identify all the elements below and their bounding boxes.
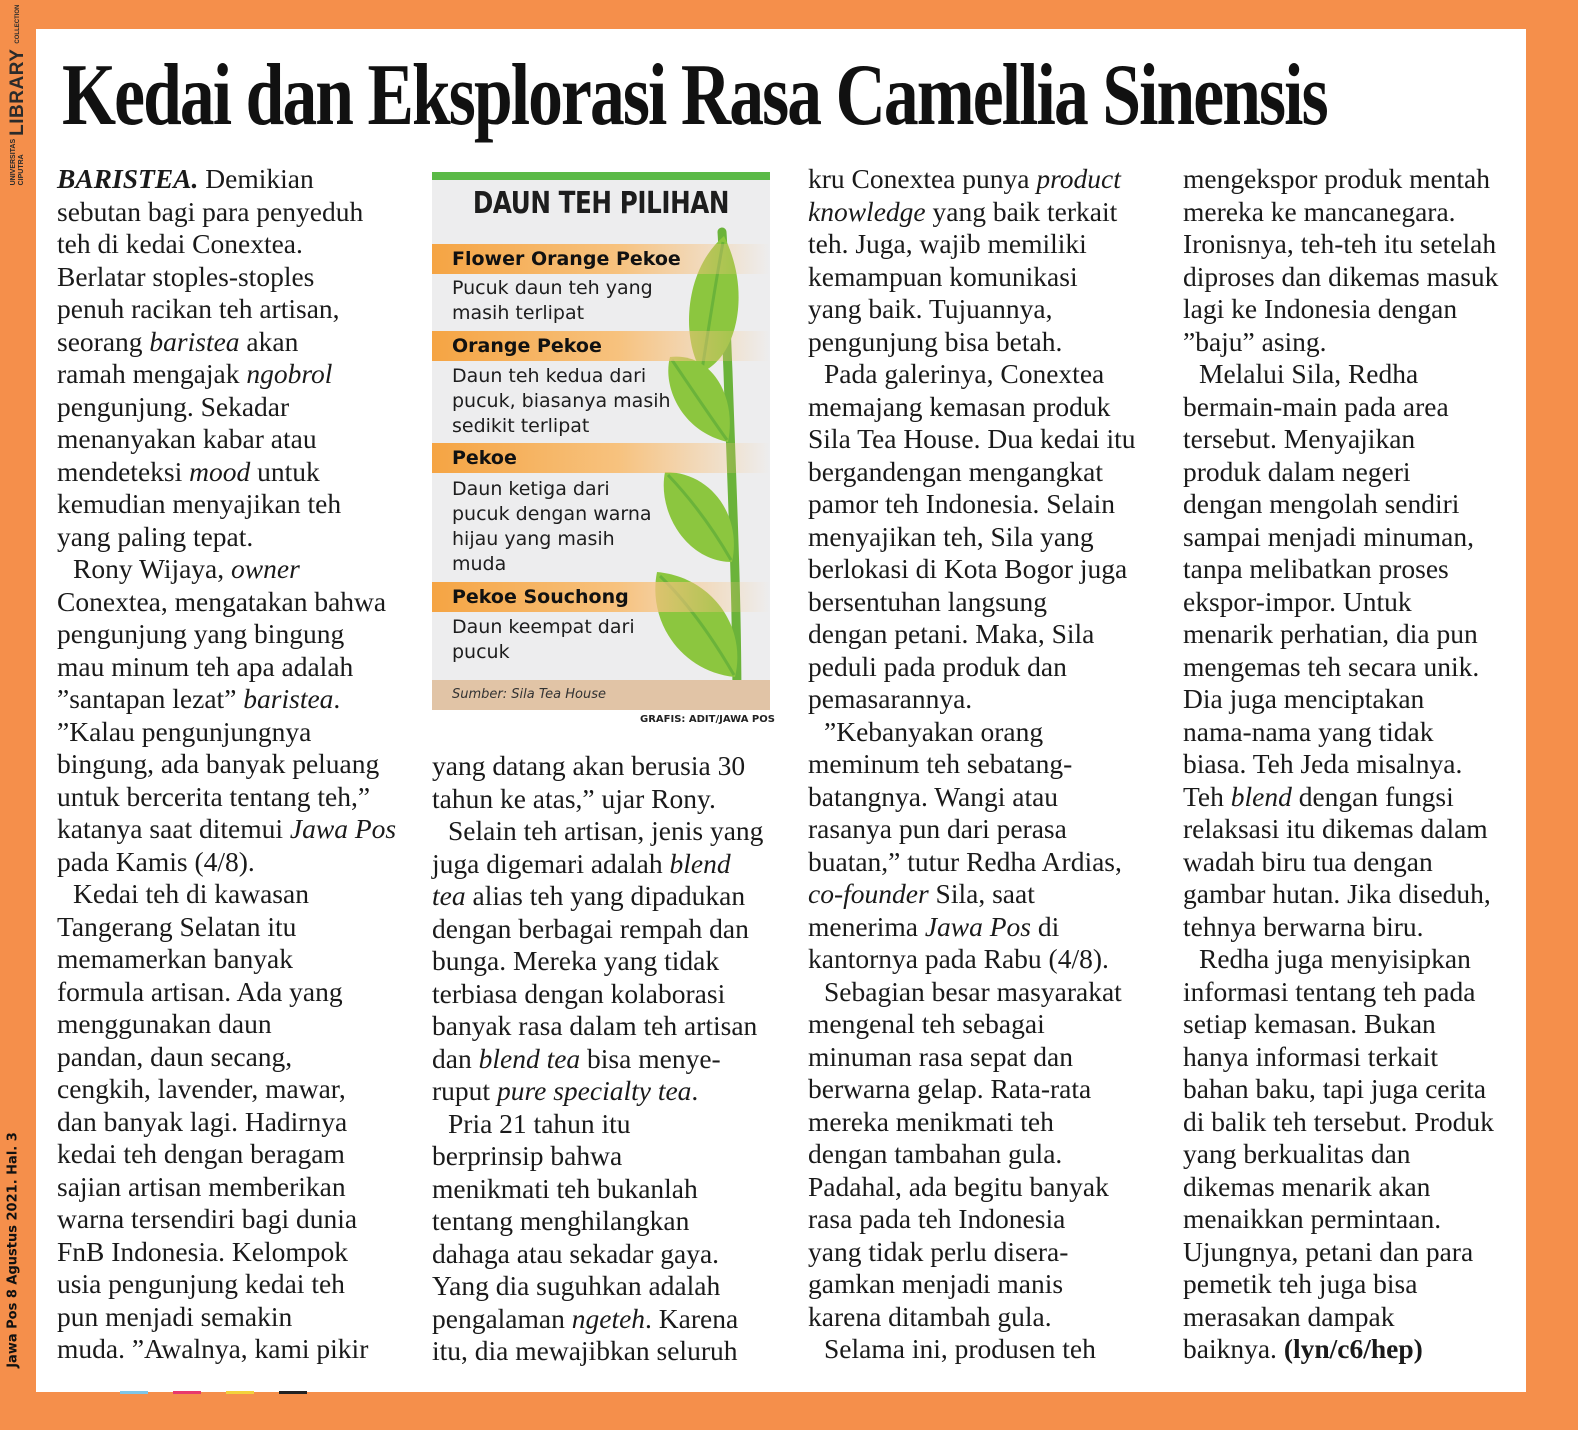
article-line: kemudian menyajikan teh xyxy=(57,488,342,519)
article-line: hanya informasi terkait xyxy=(1183,1040,1439,1072)
article-line: baiknya. (lyn/c6/hep) xyxy=(1183,1333,1423,1364)
article-line: pemetik teh juga bisa xyxy=(1183,1268,1418,1299)
tea-leaf-infographic xyxy=(432,172,770,710)
leaf-grade-1-name: Flower Orange Pekoe xyxy=(432,244,770,274)
article-line: merasakan dampak xyxy=(1183,1300,1395,1332)
leaf-grade-4-desc: Daun keempat dari pucuk xyxy=(452,616,635,663)
article-line: Sebagian besar masyarakat xyxy=(824,975,1122,1007)
article-line: rasanya pun dari perasa xyxy=(808,813,1067,844)
article-line: Selain teh artisan, jenis yang xyxy=(448,815,764,846)
color-swatch xyxy=(120,1391,148,1394)
article-line: yang paling tepat. xyxy=(57,520,254,552)
leaf-grade-1-desc: Pucuk daun teh yang masih terlipat xyxy=(452,277,653,324)
article-line: sampai menjadi minuman, xyxy=(1183,520,1474,552)
article-line: produk dalam negeri xyxy=(1183,455,1411,487)
article-line: penuh racikan teh artisan, xyxy=(57,293,340,324)
article-line: tehnya berwarna biru. xyxy=(1183,910,1424,942)
article-line: memamerkan banyak xyxy=(57,943,293,974)
infographic-source: Sumber: Sila Tea House xyxy=(432,680,770,710)
headline: Kedai dan Eksplorasi Rasa Camellia Sinensis xyxy=(62,47,1327,144)
article-line: katanya saat ditemui Jawa Pos xyxy=(57,813,397,844)
article-line: rasa pada teh Indonesia xyxy=(808,1203,1066,1234)
article-line: bunga. Mereka yang tidak xyxy=(432,945,720,976)
article-line: Dia juga menciptakan xyxy=(1183,683,1425,714)
article-line: menaikkan permintaan. xyxy=(1183,1203,1442,1234)
article-line: berprinsip bahwa xyxy=(432,1140,623,1171)
article-line: Kedai teh di kawasan xyxy=(73,878,309,909)
article-line: yang tidak perlu disera- xyxy=(808,1235,1069,1267)
article-line: cengkih, lavender, mawar, xyxy=(57,1073,346,1104)
article-line: mengekspor produk mentah xyxy=(1183,163,1491,194)
article-line: tentang menghilangkan xyxy=(432,1205,690,1236)
article-line: Rony Wijaya, owner xyxy=(73,553,300,584)
article-line: itu, dia mewajibkan seluruh xyxy=(432,1335,738,1366)
article-line: dengan mengolah sendiri xyxy=(1183,488,1460,519)
article-line: ”Kebanyakan orang xyxy=(824,715,1044,747)
article-line: juga digemari adalah blend xyxy=(432,847,731,879)
article-line: knowledge yang baik terkait xyxy=(808,195,1118,227)
article-line: memajang kemasan produk xyxy=(808,390,1111,422)
article-line: pamor teh Indonesia. Selain xyxy=(808,488,1115,519)
color-swatch xyxy=(279,1391,307,1394)
article-line: teh. Juga, wajib memiliki xyxy=(808,228,1087,259)
article-line: gambar hutan. Jika diseduh, xyxy=(1183,878,1491,909)
article-line: Ironisnya, teh-teh itu setelah xyxy=(1183,228,1497,259)
article-line: pun menjadi semakin xyxy=(57,1300,293,1332)
article-line: pandan, daun secang, xyxy=(57,1040,293,1072)
article-line: mereka menikmati teh xyxy=(808,1105,1054,1137)
article-line: Sila Tea House. Dua kedai itu xyxy=(808,423,1136,454)
article-line: banyak rasa dalam teh artisan xyxy=(432,1010,758,1041)
article-line: mau minum teh apa adalah xyxy=(57,650,354,682)
article-line: pengunjung yang bingung xyxy=(57,618,345,649)
source-caption: Jawa Pos 8 Agustus 2021. Hal. 3 xyxy=(5,1132,21,1368)
article-line: tahun ke atas,” ujar Rony. xyxy=(432,782,716,814)
article-line: mereka ke mancanegara. xyxy=(1183,195,1456,227)
article-line: tersebut. Menyajikan xyxy=(1183,423,1416,454)
article-line: diproses dan dikemas masuk xyxy=(1183,260,1499,292)
article-line: kemampuan komunikasi xyxy=(808,260,1078,292)
article-line: dengan petani. Maka, Sila xyxy=(808,618,1095,649)
article-line: terbiasa dengan kolaborasi xyxy=(432,977,726,1009)
article-line: gamkan menjadi manis xyxy=(808,1268,1064,1299)
article-line: pengunjung bisa betah. xyxy=(808,325,1063,357)
article-line: di balik teh tersebut. Produk xyxy=(1183,1105,1494,1137)
article-line: batangnya. Wangi atau xyxy=(808,780,1059,812)
article-line: menyajikan teh, Sila yang xyxy=(808,520,1094,552)
article-line: Yang dia suguhkan adalah xyxy=(432,1270,721,1301)
article-line: dan blend tea bisa menye- xyxy=(432,1042,721,1074)
article-line: dengan tambahan gula. xyxy=(808,1138,1063,1169)
article-line: yang datang akan berusia 30 xyxy=(432,750,746,781)
color-swatch xyxy=(173,1391,201,1394)
article-line: berlokasi di Kota Bogor juga xyxy=(808,553,1128,584)
article-line: dikemas menarik akan xyxy=(1183,1170,1431,1202)
article-column-4 xyxy=(1183,163,1543,1366)
leaf-grade-3-name: Pekoe xyxy=(432,443,770,473)
article-line: menarik perhatian, dia pun xyxy=(1183,618,1478,649)
article-line: tanpa melibatkan proses xyxy=(1183,553,1449,584)
article-line: wadah biru tua dengan xyxy=(1183,845,1433,877)
article-line: meminum teh sebatang- xyxy=(808,748,1073,779)
article-line: kedai teh dengan beragam xyxy=(57,1138,345,1169)
article-line: menikmati teh bukanlah xyxy=(432,1172,698,1204)
article-line: pengunjung. Sekadar xyxy=(57,390,290,422)
article-line: warna tersendiri bagi dunia xyxy=(57,1203,358,1234)
article-line: ramah mengajak ngobrol xyxy=(57,358,333,389)
article-column-2 xyxy=(432,750,792,1368)
article-line: menanyakan kabar atau xyxy=(57,423,317,454)
article-line: usia pengunjung kedai teh xyxy=(57,1268,345,1299)
article-line: berwarna gelap. Rata-rata xyxy=(808,1073,1092,1104)
article-line: teh di kedai Conextea. xyxy=(57,228,303,259)
article-line: pada Kamis (4/8). xyxy=(57,845,255,877)
infographic-title: DAUN TEH PILIHAN xyxy=(472,186,730,221)
article-line: Padahal, ada begitu banyak xyxy=(808,1170,1109,1202)
article-line: dan banyak lagi. Hadirnya xyxy=(57,1105,348,1137)
article-line: nama-nama yang tidak xyxy=(1183,715,1434,747)
article-line: ”baju” asing. xyxy=(1183,325,1327,357)
article-line: ”Kalau pengunjungnya xyxy=(57,715,312,747)
article-column-1 xyxy=(57,163,417,1366)
leaf-grade-3-desc: Daun ketiga dari pucuk dengan warna hijau yang masih muda xyxy=(452,478,652,575)
article-line: sebutan bagi para penyeduh xyxy=(57,195,364,227)
article-line: Berlatar stoples-stoples xyxy=(57,260,315,292)
article-line: mengenal teh sebagai xyxy=(808,1008,1045,1039)
article-line: untuk bercerita tentang teh,” xyxy=(57,780,371,812)
leaf-grade-2-name: Orange Pekoe xyxy=(432,331,770,361)
article-line: Ujungnya, petani dan para xyxy=(1183,1235,1474,1267)
article-line: kantornya pada Rabu (4/8). xyxy=(808,943,1109,974)
article-line: co-founder Sila, saat xyxy=(808,878,1035,909)
article-line: formula artisan. Ada yang xyxy=(57,975,343,1007)
article-line: sajian artisan memberikan xyxy=(57,1170,346,1202)
library-logo: UNIVERSITAS CIPUTRA LIBRARY COLLECTION xyxy=(7,4,28,186)
article-line: Pria 21 tahun itu xyxy=(448,1107,631,1139)
article-line: pengalaman ngeteh. Karena xyxy=(432,1302,739,1334)
article-line: setiap kemasan. Bukan xyxy=(1183,1008,1436,1039)
article-line: bingung, ada banyak peluang xyxy=(57,748,380,779)
article-line: Redha juga menyisipkan xyxy=(1199,943,1471,974)
article-line: mendeteksi mood untuk xyxy=(57,455,320,487)
article-line: BARISTEA. Demikian xyxy=(57,163,314,194)
article-line: mengemas teh secara unik. xyxy=(1183,650,1480,682)
article-line: Teh blend dengan fungsi xyxy=(1183,780,1454,812)
article-line: pemasarannya. xyxy=(808,683,973,714)
article-column-3 xyxy=(808,163,1170,1366)
article-line: Tangerang Selatan itu xyxy=(57,910,297,942)
graphic-credit: GRAFIS: ADIT/JAWA POS xyxy=(640,714,775,725)
article-line: bergandengan mengangkat xyxy=(808,455,1104,487)
leaf-grade-2-desc: Daun teh kedua dari pucuk, biasanya masih sedikit terlipat xyxy=(452,365,671,437)
article-line: bermain-main pada area xyxy=(1183,390,1449,422)
article-line: ”santapan lezat” baristea. xyxy=(57,683,341,714)
article-line: dengan berbagai rempah dan xyxy=(432,912,749,944)
article-line: Selama ini, produsen teh xyxy=(824,1333,1096,1364)
article-line: peduli pada produk dan xyxy=(808,650,1067,682)
article-line: yang baik. Tujuannya, xyxy=(808,293,1053,324)
article-line: menggunakan daun xyxy=(57,1008,272,1039)
article-line: muda. ”Awalnya, kami pikir xyxy=(57,1333,369,1364)
article-line: bersentuhan langsung xyxy=(808,585,1048,617)
article-line: seorang baristea akan xyxy=(57,325,299,357)
article-line: yang berkualitas dan xyxy=(1183,1138,1411,1169)
article-line: tea alias teh yang dipadukan xyxy=(432,880,746,911)
article-line: ruput pure specialty tea. xyxy=(432,1075,699,1106)
article-line: bahan baku, tapi juga cerita xyxy=(1183,1073,1487,1104)
article-line: informasi tentang teh pada xyxy=(1183,975,1476,1007)
article-line: Conextea, mengatakan bahwa xyxy=(57,585,387,617)
article-line: buatan,” tutur Redha Ardias, xyxy=(808,845,1122,877)
print-color-bar xyxy=(120,1391,332,1394)
article-line: relaksasi itu dikemas dalam xyxy=(1183,813,1488,844)
article-line: ekspor-impor. Untuk xyxy=(1183,585,1412,617)
color-swatch xyxy=(226,1391,254,1394)
article-line: menerima Jawa Pos di xyxy=(808,910,1060,942)
article-line: kru Conextea punya product xyxy=(808,163,1121,194)
article-line: Pada galerinya, Conextea xyxy=(824,358,1105,389)
article-line: dahaga atau sekadar gaya. xyxy=(432,1237,720,1269)
article-line: lagi ke Indonesia dengan xyxy=(1183,293,1458,324)
article-line: Melalui Sila, Redha xyxy=(1199,358,1419,389)
article-line: karena ditambah gula. xyxy=(808,1300,1052,1332)
article-line: FnB Indonesia. Kelompok xyxy=(57,1235,349,1267)
leaf-grade-4-name: Pekoe Souchong xyxy=(432,582,770,612)
article-line: minuman rasa sepat dan xyxy=(808,1040,1073,1072)
article-line: biasa. Teh Jeda misalnya. xyxy=(1183,748,1463,779)
